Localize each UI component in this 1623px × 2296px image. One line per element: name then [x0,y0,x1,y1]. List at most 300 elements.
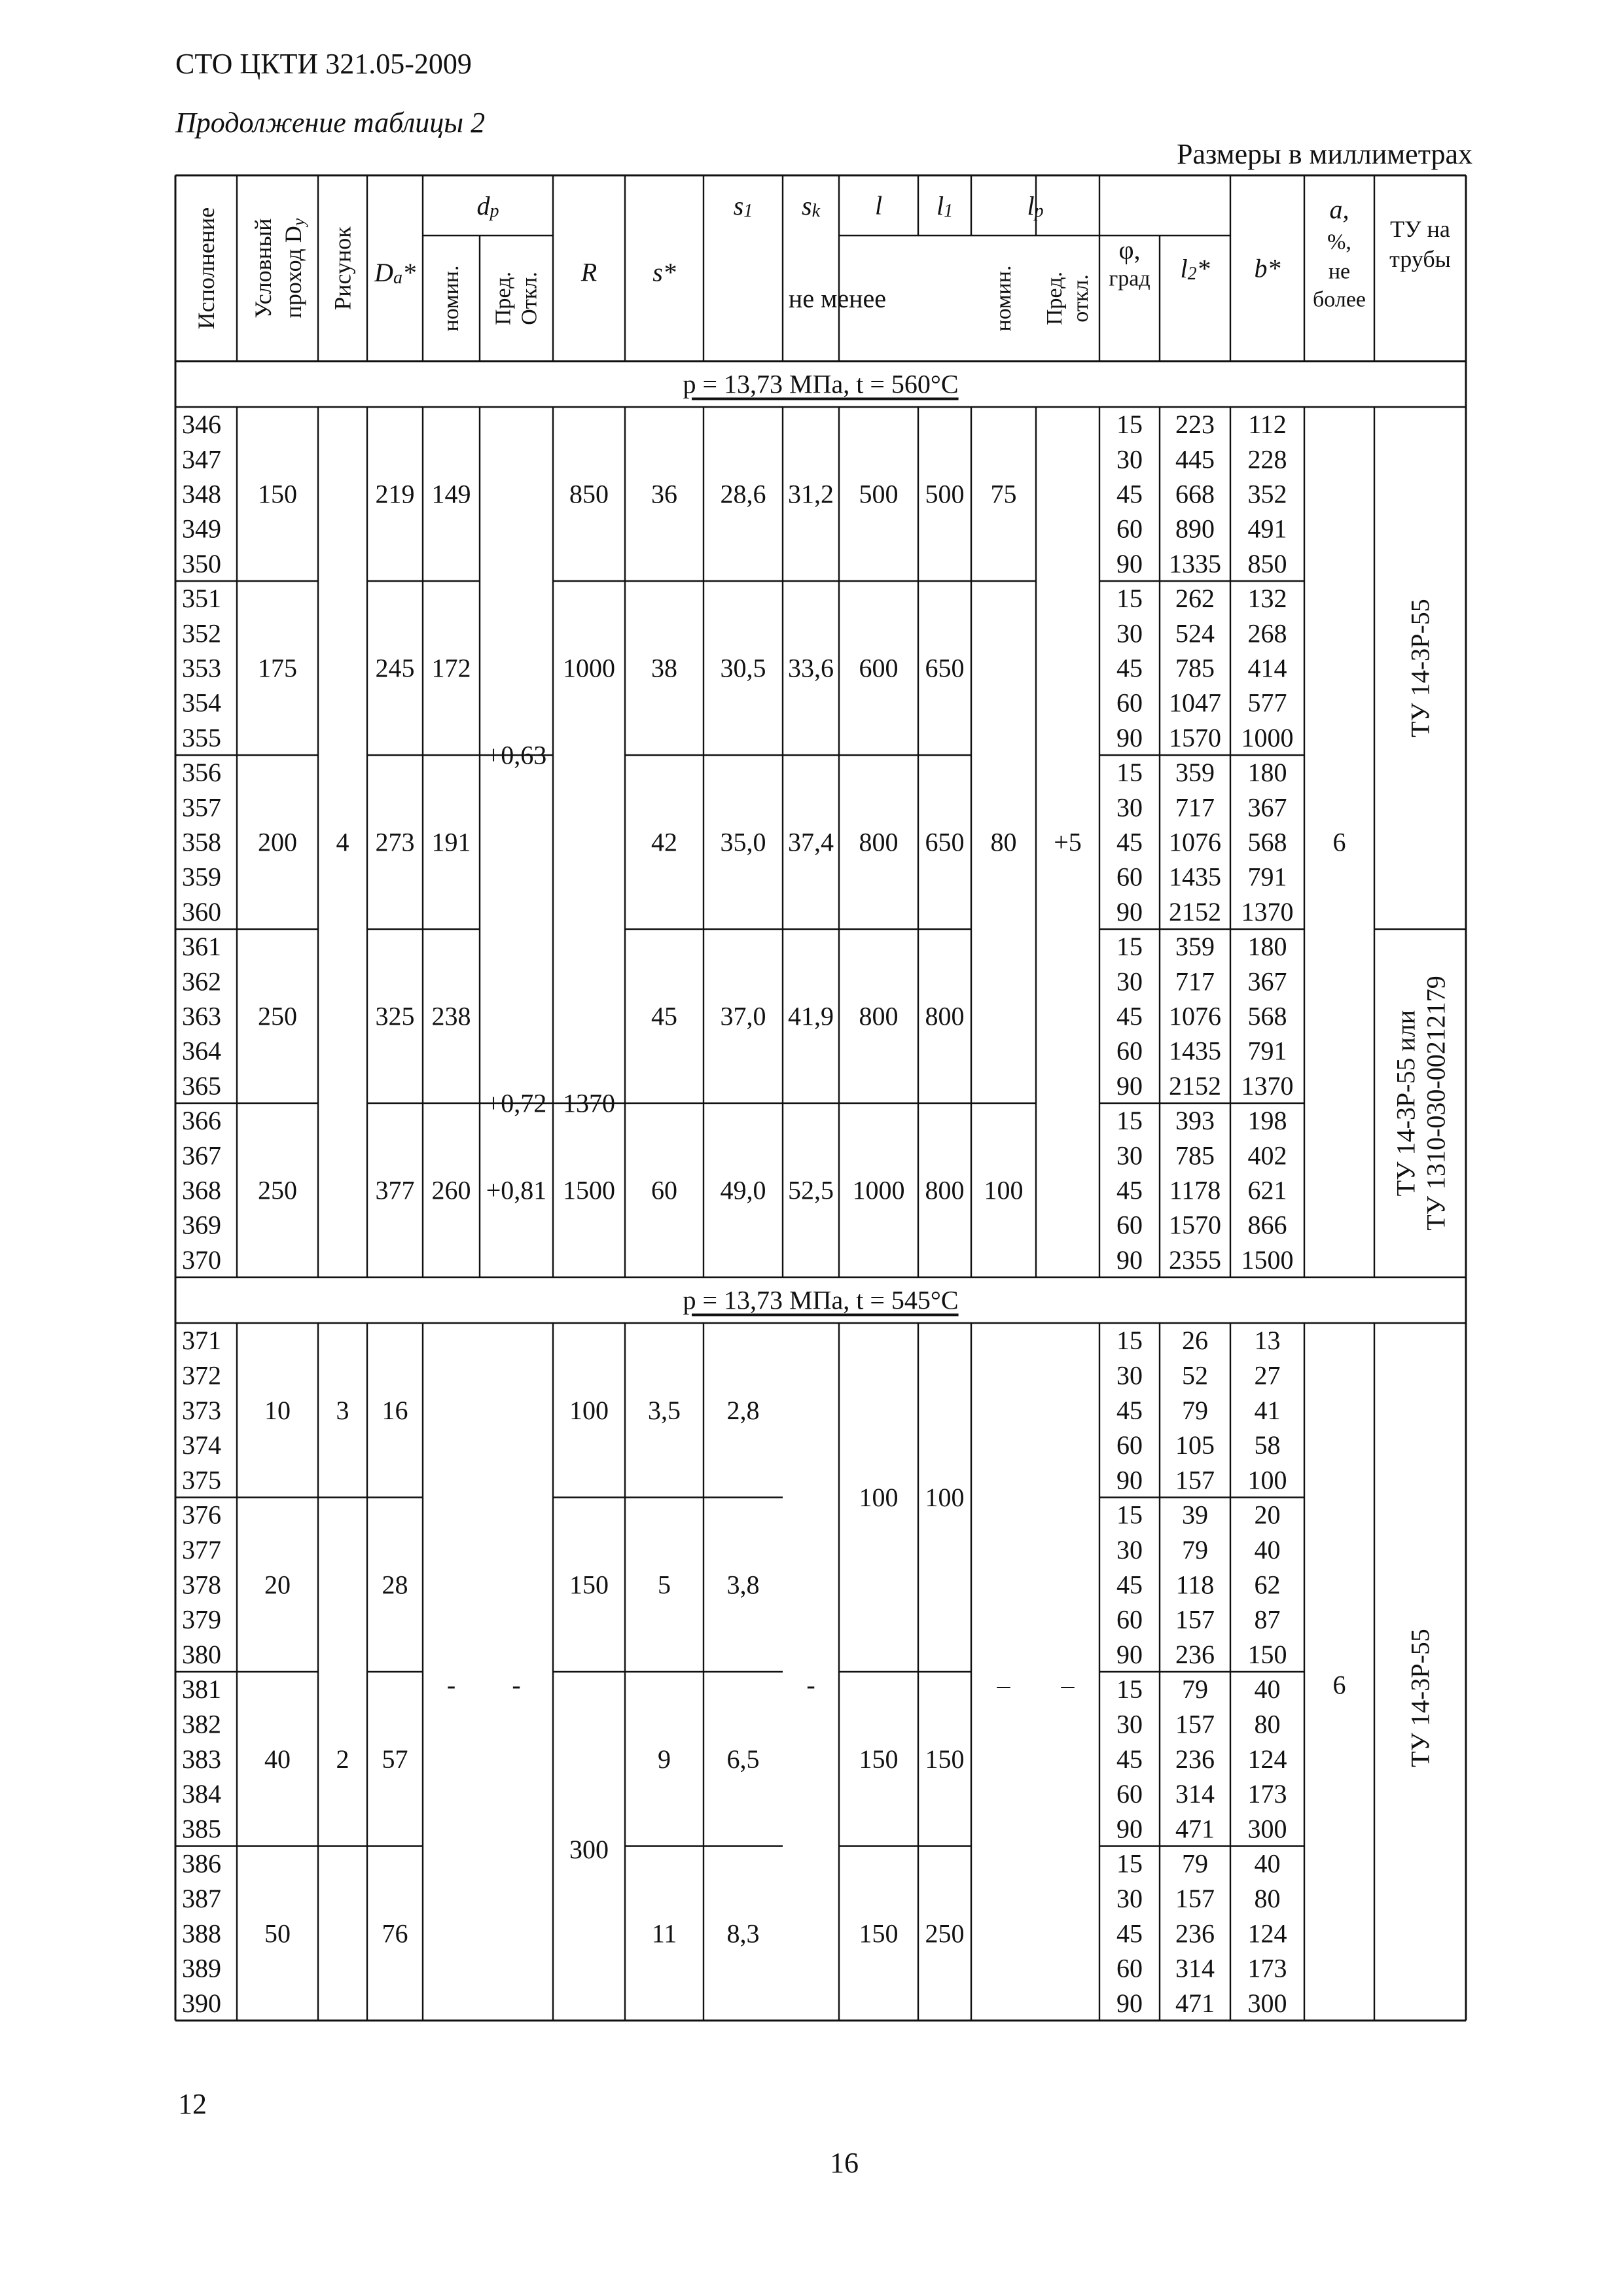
cell-s: 5 [658,1570,671,1600]
cell-b: 491 [1247,514,1287,544]
cell-l2: 393 [1175,1106,1215,1136]
header-lp-pred-line2: откл. [1069,274,1093,323]
cell-b: 150 [1247,1639,1287,1669]
cell-l: 100 [859,1483,899,1512]
cell-l2: 471 [1175,1988,1215,2018]
page-number-center: 16 [830,2147,859,2179]
cell-dp-pred: +0,63 [486,740,547,770]
cell-phi: 30 [1116,444,1143,474]
header-a-pct: %, [1327,230,1351,255]
cell-dp-nomin: 149 [431,479,471,509]
header-lp-pred-line1: Пред. [1043,272,1067,325]
row-id: 368 [182,1175,221,1205]
cell-l2: 1076 [1169,1001,1221,1031]
cell-phi: 90 [1116,1814,1143,1844]
cell-s: 11 [651,1918,677,1949]
cell-lp-nomin: 100 [984,1175,1024,1205]
header-a-ne: не [1328,259,1351,284]
cell-a: 6 [1332,1670,1346,1700]
cell-b: 300 [1247,1988,1287,2018]
cell-l2: 236 [1175,1639,1215,1669]
header-a-bolee: более [1313,287,1366,312]
cell-s1: 28,6 [720,479,766,509]
cell-s: 38 [651,653,677,683]
cell-l2: 1435 [1169,862,1221,892]
row-id: 376 [182,1500,221,1530]
cell-l2: 2355 [1169,1245,1221,1275]
cell-dp-nomin: 238 [431,1001,471,1031]
cell-b: 1500 [1241,1245,1294,1275]
document-code: СТО ЦКТИ 321.05-2009 [175,48,472,80]
cell-l2: 471 [1175,1814,1215,1844]
row-id: 387 [182,1883,221,1913]
cell-dy: 175 [258,653,297,683]
cell-b: 87 [1254,1604,1281,1634]
cell-l2: 1335 [1169,548,1221,578]
header-dp-pred-line2: Откл. [517,272,542,325]
cell-l2: 524 [1175,618,1215,648]
cell-dy: 20 [264,1570,291,1600]
row-id: 385 [182,1814,221,1844]
row-id: 356 [182,758,221,788]
cell-l2: 1076 [1169,827,1221,857]
header-uslovny-line2: проход $D_y$ [280,218,308,319]
cell-b: 866 [1247,1210,1287,1240]
header-uslovny-line1: Условный [250,218,276,319]
header-s-star: s* [652,257,676,287]
row-id: 367 [182,1140,221,1171]
cell-da: 16 [382,1395,408,1425]
cell-l2: 105 [1175,1430,1215,1460]
cell-l: 150 [859,1918,899,1949]
row-id: 380 [182,1639,221,1669]
cell-sk: - [806,1670,815,1700]
row-id: 347 [182,444,221,474]
row-id: 381 [182,1674,221,1704]
cell-phi: 60 [1116,1430,1143,1460]
row-id: 375 [182,1465,221,1495]
cell-phi: 90 [1116,1070,1143,1101]
cell-b: 173 [1247,1779,1287,1809]
cell-b: 568 [1247,1001,1287,1031]
cell-tu: ТУ 1310-030-00212179 [1421,976,1451,1231]
cell-b: 124 [1247,1918,1287,1949]
cell-b: 180 [1247,758,1287,788]
cell-r: 150 [569,1570,609,1600]
cell-s: 9 [658,1744,671,1774]
cell-b: 1370 [1241,896,1294,927]
cell-l2: 223 [1175,410,1215,440]
cell-phi: 30 [1116,618,1143,648]
cell-phi: 30 [1116,1534,1143,1564]
cell-l2: 785 [1175,1140,1215,1171]
cell-phi: 15 [1116,1500,1143,1530]
cell-b: 40 [1254,1674,1281,1704]
cell-phi: 60 [1116,1779,1143,1809]
cell-r: 300 [569,1835,609,1864]
row-id: 359 [182,862,221,892]
cell-l: 150 [859,1744,899,1774]
cell-s: 60 [651,1175,677,1205]
cell-l2: 52 [1182,1360,1208,1390]
cell-l2: 890 [1175,514,1215,544]
cell-phi: 15 [1116,1674,1143,1704]
cell-l2: 359 [1175,932,1215,962]
cell-lp-pred: – [1061,1670,1075,1700]
cell-phi: 15 [1116,584,1143,614]
cell-da: 377 [375,1175,415,1205]
cell-r: 850 [569,479,609,509]
cell-l: 800 [859,1001,899,1031]
cell-l2: 118 [1175,1570,1215,1600]
cell-b: 40 [1254,1848,1281,1879]
cell-phi: 60 [1116,688,1143,718]
cell-b: 850 [1247,548,1287,578]
cell-l2: 39 [1182,1500,1208,1530]
cell-l2: 79 [1182,1534,1208,1564]
cell-phi: 45 [1116,1395,1143,1425]
cell-l2: 157 [1175,1883,1215,1913]
cell-phi: 15 [1116,758,1143,788]
cell-r: 100 [569,1395,609,1425]
header-tu-line2: трубы [1389,246,1451,272]
cell-phi: 30 [1116,1140,1143,1171]
cell-dy: 200 [258,827,297,857]
cell-dp-pred: - [512,1670,521,1700]
cell-risunok: 4 [336,827,349,857]
cell-da: 325 [375,1001,415,1031]
cell-s1: 35,0 [720,827,766,857]
cell-b: 577 [1247,688,1287,718]
cell-phi: 90 [1116,722,1143,752]
cell-sk: 37,4 [788,827,834,857]
cell-s: 3,5 [648,1395,681,1425]
row-id: 349 [182,514,221,544]
cell-phi: 45 [1116,479,1143,509]
cell-b: 367 [1247,966,1287,997]
cell-l2: 79 [1182,1395,1208,1425]
cell-l2: 157 [1175,1604,1215,1634]
cell-l2: 314 [1175,1953,1215,1983]
row-id: 352 [182,618,221,648]
cell-sk: 31,2 [788,479,834,509]
header-l1: $l_1$ [936,190,954,221]
cell-s1: 49,0 [720,1175,766,1205]
row-id: 354 [182,688,221,718]
cell-da: 273 [375,827,415,857]
row-id: 350 [182,548,221,578]
cell-phi: 45 [1116,1744,1143,1774]
cell-sk: 52,5 [788,1175,834,1205]
row-id: 357 [182,792,221,822]
cell-phi: 60 [1116,1210,1143,1240]
header-grad: град [1109,266,1150,291]
cell-l2: 262 [1175,584,1215,614]
cell-phi: 30 [1116,1709,1143,1739]
cell-b: 112 [1248,410,1287,440]
cell-phi: 45 [1116,1001,1143,1031]
cell-dy: 150 [258,479,297,509]
cell-lp-pred: +5 [1054,827,1082,857]
cell-l: 800 [859,827,899,857]
row-id: 383 [182,1744,221,1774]
cell-l2: 26 [1182,1326,1208,1356]
cell-dp-nomin: - [446,1670,456,1700]
cell-tu: ТУ 14-3Р-55 [1405,599,1435,737]
cell-l2: 717 [1175,792,1215,822]
cell-dy: 40 [264,1744,291,1774]
cell-b: 621 [1247,1175,1287,1205]
cell-l2: 1570 [1169,1210,1221,1240]
row-id: 372 [182,1360,221,1390]
cell-da: 219 [375,479,415,509]
cell-phi: 45 [1116,827,1143,857]
cell-l1: 150 [925,1744,965,1774]
cell-phi: 60 [1116,1036,1143,1066]
cell-tu: ТУ 14-3Р-55 [1405,1629,1435,1767]
row-id: 366 [182,1106,221,1136]
cell-s1: 2,8 [726,1395,760,1425]
cell-dp-nomin: 191 [431,827,471,857]
cell-b: 414 [1247,653,1287,683]
cell-b: 132 [1247,584,1287,614]
cell-phi: 90 [1116,896,1143,927]
cell-l2: 717 [1175,966,1215,997]
row-id: 379 [182,1604,221,1634]
section1-title: p = 13,73 МПа, t = 560°C [683,369,959,399]
cell-b: 198 [1247,1106,1287,1136]
page-number-left: 12 [178,2088,207,2120]
cell-l2: 1178 [1169,1175,1221,1205]
cell-l1: 800 [925,1001,965,1031]
row-id: 361 [182,932,221,962]
cell-b: 180 [1247,932,1287,962]
row-id: 355 [182,722,221,752]
header-phi: φ, [1118,235,1141,265]
cell-phi: 15 [1116,1848,1143,1879]
cell-s1: 30,5 [720,653,766,683]
row-id: 371 [182,1326,221,1356]
cell-da: 57 [382,1744,408,1774]
cell-b: 80 [1254,1709,1281,1739]
cell-phi: 60 [1116,1953,1143,1983]
cell-phi: 30 [1116,792,1143,822]
cell-dp-pred: +0,72 [486,1088,547,1118]
cell-l2: 2152 [1169,896,1221,927]
cell-l: 600 [859,653,899,683]
row-id: 363 [182,1001,221,1031]
cell-l1: 800 [925,1175,965,1205]
cell-phi: 30 [1116,966,1143,997]
cell-phi: 60 [1116,862,1143,892]
cell-b: 268 [1247,618,1287,648]
cell-b: 300 [1247,1814,1287,1844]
header-dp-pred-line1: Пред. [491,272,516,325]
cell-b: 100 [1247,1465,1287,1495]
cell-l2: 445 [1175,444,1215,474]
row-id: 369 [182,1210,221,1240]
cell-s1: 6,5 [726,1744,760,1774]
row-id: 362 [182,966,221,997]
cell-l1: 500 [925,479,965,509]
cell-da: 245 [375,653,415,683]
header-dp-nomin: номин. [439,265,463,332]
cell-phi: 45 [1116,653,1143,683]
cell-sk: 33,6 [788,653,834,683]
row-id: 353 [182,653,221,683]
cell-b: 20 [1254,1500,1281,1530]
cell-b: 228 [1247,444,1287,474]
header-b: b* [1254,253,1281,283]
cell-phi: 30 [1116,1360,1143,1390]
cell-b: 1000 [1241,722,1294,752]
cell-l: 500 [859,479,899,509]
cell-l2: 79 [1182,1674,1208,1704]
cell-l2: 1047 [1169,688,1221,718]
cell-phi: 15 [1116,1106,1143,1136]
cell-l1: 250 [925,1918,965,1949]
cell-l2: 157 [1175,1465,1215,1495]
cell-b: 791 [1247,862,1287,892]
header-l: l [874,190,883,221]
cell-l2: 314 [1175,1779,1215,1809]
section2-title: p = 13,73 МПа, t = 545°C [683,1285,959,1315]
row-id: 389 [182,1953,221,1983]
header-r: R [580,257,597,287]
cell-s: 45 [651,1001,677,1031]
cell-lp-nomin: 75 [990,479,1017,509]
cell-l2: 1570 [1169,722,1221,752]
row-id: 388 [182,1918,221,1949]
table-continuation-caption: Продолжение таблицы 2 [175,107,486,139]
cell-b: 62 [1254,1570,1281,1600]
cell-dy: 250 [258,1175,297,1205]
cell-phi: 90 [1116,548,1143,578]
cell-s: 36 [651,479,677,509]
row-id: 364 [182,1036,221,1066]
cell-b: 40 [1254,1534,1281,1564]
cell-phi: 15 [1116,1326,1143,1356]
cell-phi: 45 [1116,1918,1143,1949]
header-l2: $l_2*$ [1180,253,1210,284]
cell-l2: 236 [1175,1918,1215,1949]
cell-b: 402 [1247,1140,1287,1171]
header-tu-line1: ТУ на [1390,216,1450,242]
row-id: 373 [182,1395,221,1425]
header-lp-nomin: номин. [991,265,1016,332]
cell-b: 1370 [1241,1070,1294,1101]
header-lp: $l_p$ [1027,190,1044,221]
row-id: 390 [182,1988,221,2018]
cell-dy: 250 [258,1001,297,1031]
units-caption: Размеры в миллиметрах [1177,138,1472,170]
row-id: 370 [182,1245,221,1275]
cell-r: 1500 [563,1175,615,1205]
cell-b: 367 [1247,792,1287,822]
cell-da: 28 [382,1570,408,1600]
cell-phi: 45 [1116,1175,1143,1205]
cell-lp-nomin: – [997,1670,1010,1700]
cell-b: 41 [1254,1395,1281,1425]
cell-dy: 50 [264,1918,291,1949]
cell-a: 6 [1332,827,1346,857]
cell-dy: 10 [264,1395,291,1425]
cell-r: 1370 [563,1088,615,1118]
cell-s1: 3,8 [726,1570,760,1600]
header-risunok: Рисунок [329,226,356,310]
cell-b: 58 [1254,1430,1281,1460]
cell-tu: ТУ 14-3Р-55 или [1391,1010,1421,1197]
cell-b: 27 [1254,1360,1281,1390]
row-id: 382 [182,1709,221,1739]
cell-b: 13 [1254,1326,1281,1356]
row-id: 374 [182,1430,221,1460]
cell-lp-nomin: 80 [990,827,1017,857]
cell-l2: 359 [1175,758,1215,788]
cell-phi: 90 [1116,1639,1143,1669]
cell-phi: 60 [1116,1604,1143,1634]
header-s1: $s_1$ [733,190,753,221]
header-a: a, [1329,194,1349,224]
cell-l2: 785 [1175,653,1215,683]
row-id: 358 [182,827,221,857]
cell-s1: 8,3 [726,1918,760,1949]
row-id: 348 [182,479,221,509]
cell-dp-pred: +0,81 [486,1175,547,1205]
cell-da: 76 [382,1918,408,1949]
cell-risunok: 3 [336,1395,349,1425]
cell-l2: 2152 [1169,1070,1221,1101]
cell-s1: 37,0 [720,1001,766,1031]
cell-b: 568 [1247,827,1287,857]
cell-l2: 79 [1182,1848,1208,1879]
cell-risunok: 2 [336,1744,349,1774]
row-id: 346 [182,410,221,440]
header-dp: $d_p$ [476,190,499,221]
row-id: 351 [182,584,221,614]
cell-b: 80 [1254,1883,1281,1913]
row-id: 384 [182,1779,221,1809]
cell-phi: 15 [1116,932,1143,962]
cell-phi: 90 [1116,1465,1143,1495]
cell-phi: 45 [1116,1570,1143,1600]
cell-sk: 41,9 [788,1001,834,1031]
cell-l1: 100 [925,1483,965,1512]
header-da: $D_a*$ [374,257,416,288]
cell-phi: 30 [1116,1883,1143,1913]
cell-dp-nomin: 260 [431,1175,471,1205]
cell-dp-nomin: 172 [431,653,471,683]
cell-phi: 60 [1116,514,1143,544]
cell-phi: 15 [1116,410,1143,440]
cell-b: 791 [1247,1036,1287,1066]
header-ispolnenie: Исполнение [193,207,219,330]
cell-l2: 668 [1175,479,1215,509]
row-id: 378 [182,1570,221,1600]
row-id: 360 [182,896,221,927]
cell-b: 352 [1247,479,1287,509]
cell-s: 42 [651,827,677,857]
cell-l2: 236 [1175,1744,1215,1774]
row-id: 365 [182,1070,221,1101]
row-id: 386 [182,1848,221,1879]
cell-l1: 650 [925,827,965,857]
cell-b: 124 [1247,1744,1287,1774]
row-id: 377 [182,1534,221,1564]
header-sk: $s_k$ [801,190,821,221]
cell-r: 1000 [563,653,615,683]
header-ne-menee: не менее [788,283,887,313]
